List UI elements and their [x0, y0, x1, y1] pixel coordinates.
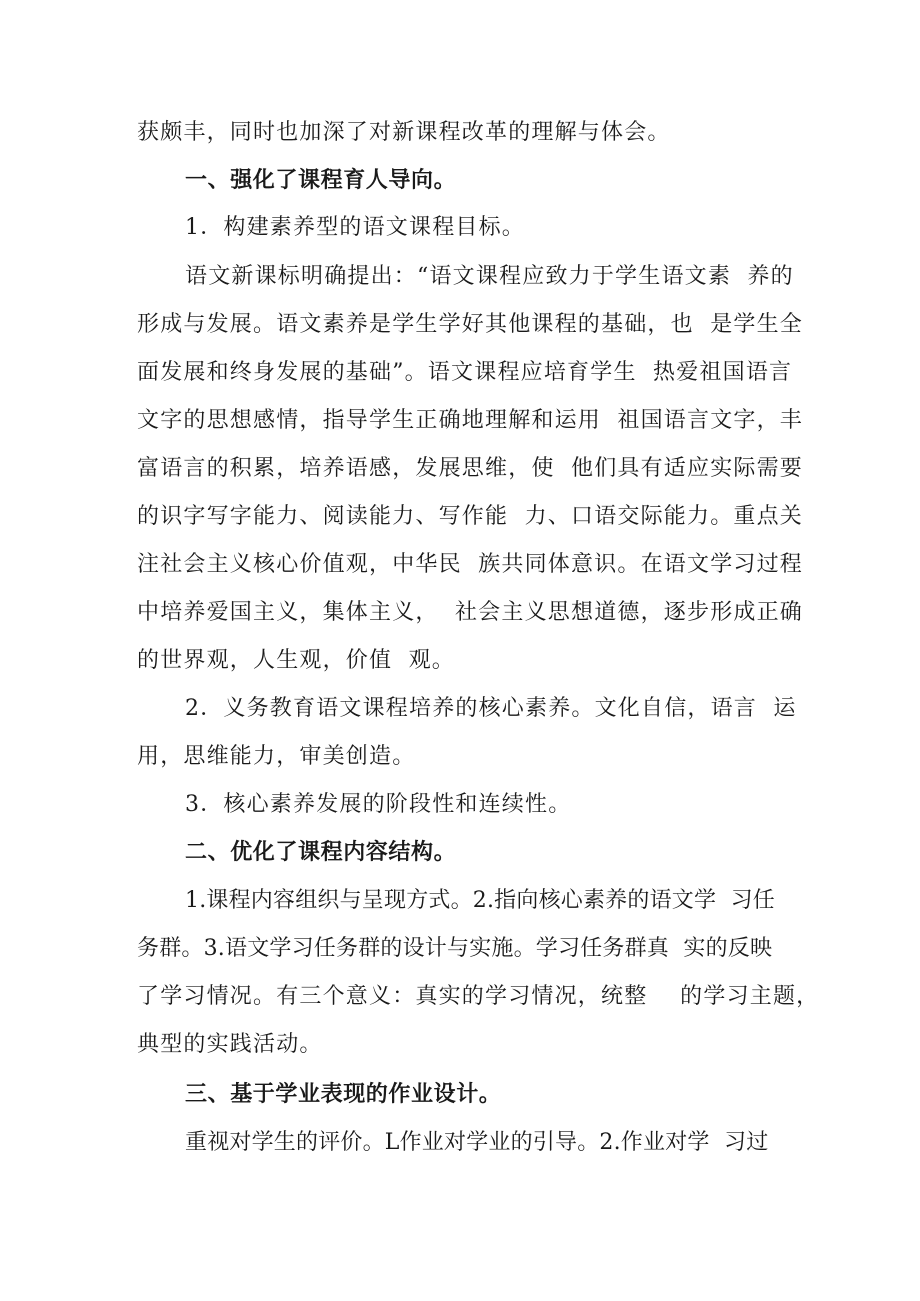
section-heading-1: 一、强化了课程育人导向。	[185, 168, 457, 193]
subheading-1-2: 2．义务教育语文课程培养的核心素养。文化自信，语言 运	[185, 696, 797, 721]
paragraph-line-8: 注社会主义核心价值观，中华民 族共同体意识。在语文学习过程	[137, 552, 803, 577]
paragraph-line-11: 用，思维能力，审美创造。	[137, 744, 416, 769]
paragraph-line-2: 语文新课标明确提出：“语文课程应致力于学生语文素 养的	[185, 264, 794, 289]
paragraph-line-7: 的识字写字能力、阅读能力、写作能 力、口语交际能力。重点关	[137, 504, 803, 529]
subheading-1-3: 3．核心素养发展的阶段性和连续性。	[185, 792, 572, 817]
section-heading-3: 三、基于学业表现的作业设计。	[185, 1082, 502, 1107]
paragraph-line-14: 了学习情况。有三个意义：真实的学习情况，统整 的学习主题，	[137, 984, 820, 1009]
paragraph-line-13: 务群。3.语文学习任务群的设计与实施。学习任务群真 实的反映	[137, 936, 773, 961]
paragraph-line-4: 面发展和终身发展的基础”。语文课程应培育学生 热爱祖国语言	[137, 360, 793, 385]
paragraph-line-10: 的世界观，人生观，价值 观。	[137, 648, 455, 673]
section-heading-2: 二、优化了课程内容结构。	[185, 840, 457, 865]
paragraph-line-9: 中培养爱国主义，集体主义， 社会主义思想道德，逐步形成正确	[137, 600, 803, 625]
paragraph-line-5: 文字的思想感情，指导学生正确地理解和运用 祖国语言文字，丰	[137, 408, 803, 433]
paragraph-line-1: 获颇丰，同时也加深了对新课程改革的理解与体会。	[137, 120, 671, 145]
paragraph-line-3: 形成与发展。语文素养是学生学好其他课程的基础，也 是学生全	[137, 312, 803, 337]
paragraph-line-6: 富语言的积累，培养语感，发展思维，使 他们具有适应实际需要	[137, 456, 803, 481]
subheading-1-1: 1．构建素养型的语文课程目标。	[185, 215, 525, 240]
paragraph-line-15: 典型的实践活动。	[137, 1032, 323, 1057]
paragraph-line-12: 1.课程内容组织与呈现方式。2.指向核心素养的语文学 习任	[185, 888, 775, 913]
paragraph-line-16: 重视对学生的评价。L作业对学业的引导。2.作业对学 习过	[185, 1130, 769, 1155]
